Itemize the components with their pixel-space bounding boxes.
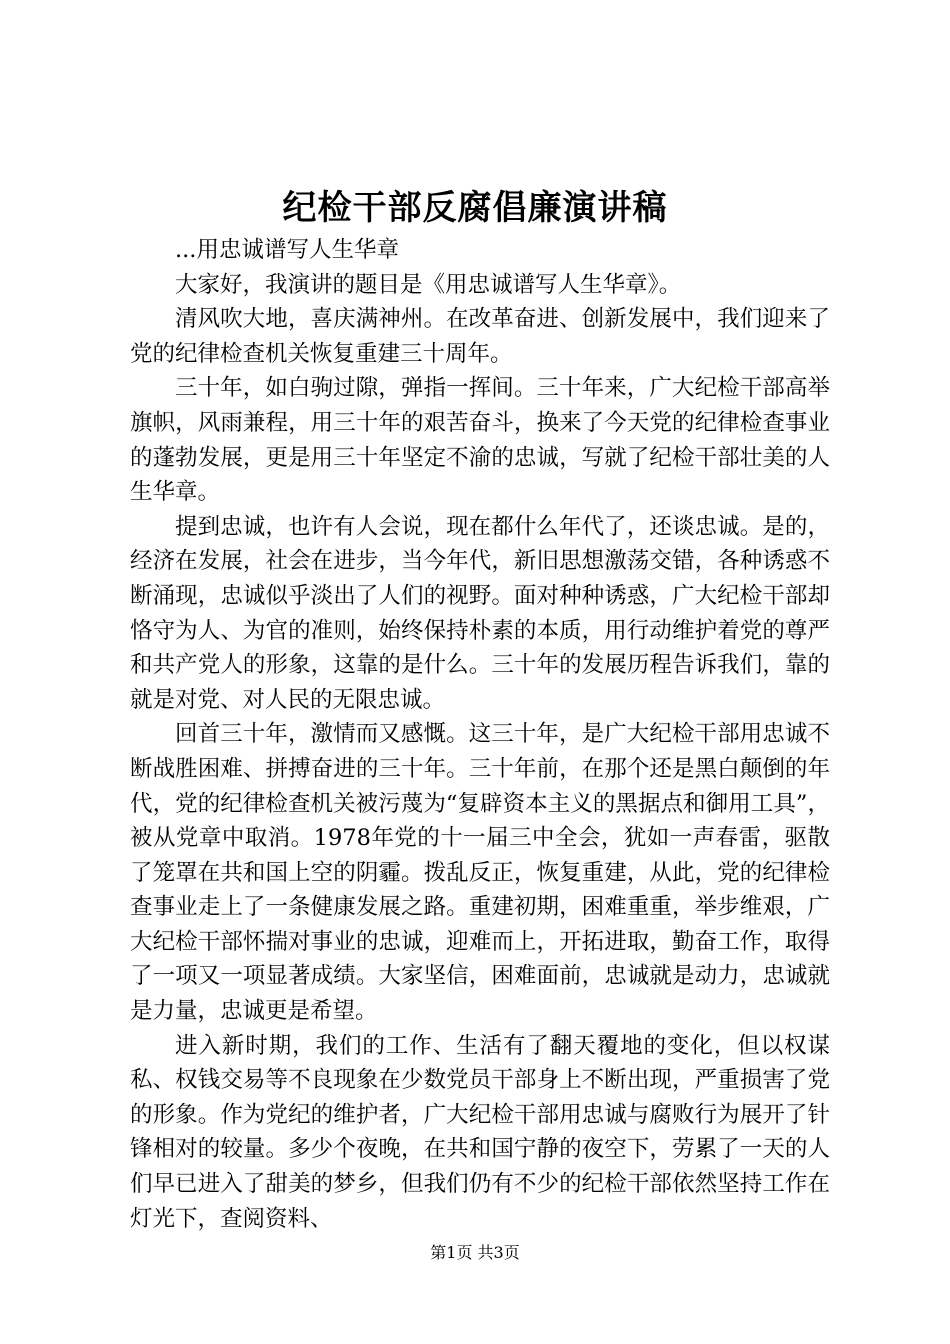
- paragraph-retrospect: 回首三十年，激情而又感慨。这三十年，是广大纪检干部用忠诚不断战胜困难、拼搏奋进的三十年。三十年前，在那个还是黑白颠倒的年代，党的纪律检查机关被污蔑为“复辟资本主义的黑据点和御用工具”，被从党章中取消。1978年党的十一届三中全会，犹如一声春雷，驱散了笼罩在共和国上空的阴霾。拨乱反正，恢复重建，从此，党的纪律检查事业走上了一条健康发展之路。重建初期，困难重重，举步维艰，广大纪检干部怀揣对事业的忠诚，迎难而上，开拓进取，勤奋工作，取得了一项又一项显著成绩。大家坚信，困难面前，忠诚就是动力，忠诚就是力量，忠诚更是希望。: [130, 721, 830, 1025]
- document-title: 纪检干部反腐倡廉演讲稿: [282, 188, 668, 228]
- document-body: [130, 233, 830, 1236]
- paragraph-thirty-years: 三十年，如白驹过隙，弹指一挥间。三十年来，广大纪检干部高举旗帜，风雨兼程，用三十年的艰苦奋斗，换来了今天党的纪律检查事业的蓬勃发展，更是用三十年坚定不渝的忠诚，写就了纪检干部壮美的人生华章。: [130, 375, 830, 506]
- page-number-footer: 第1页 共3页: [430, 1243, 520, 1262]
- document-subtitle: ...用忠诚谱写人生华章: [175, 237, 399, 263]
- paragraph-new-era: 进入新时期，我们的工作、生活有了翻天覆地的变化，但以权谋私、权钱交易等不良现象在少数党员干部身上不断出现，严重损害了党的形象。作为党纪的维护者，广大纪检干部用忠诚与腐败行为展开了针锋相对的较量。多少个夜晚，在共和国宁静的夜空下，劳累了一天的人们早已进入了甜美的梦乡，但我们仍有不少的纪检干部依然坚持工作在灯光下，查阅资料、: [130, 1032, 830, 1232]
- paragraph-greeting: 大家好，我演讲的题目是《用忠诚谱写人生华章》。: [175, 271, 682, 298]
- paragraph-loyalty: 提到忠诚，也许有人会说，现在都什么年代了，还谈忠诚。是的，经济在发展，社会在进步，当今年代，新旧思想激荡交错，各种诱惑不断涌现，忠诚似乎淡出了人们的视野。面对种种诱惑，广大纪检干部却恪守为人、为官的准则，始终保持朴素的本质，用行动维护着党的尊严和共产党人的形象，这靠的是什么。三十年的发展历程告诉我们，靠的就是对党、对人民的无限忠诚。: [130, 513, 830, 713]
- paragraph-intro: 清风吹大地，喜庆满神州。在改革奋进、创新发展中，我们迎来了党的纪律检查机关恢复重建三十周年。: [130, 306, 830, 367]
